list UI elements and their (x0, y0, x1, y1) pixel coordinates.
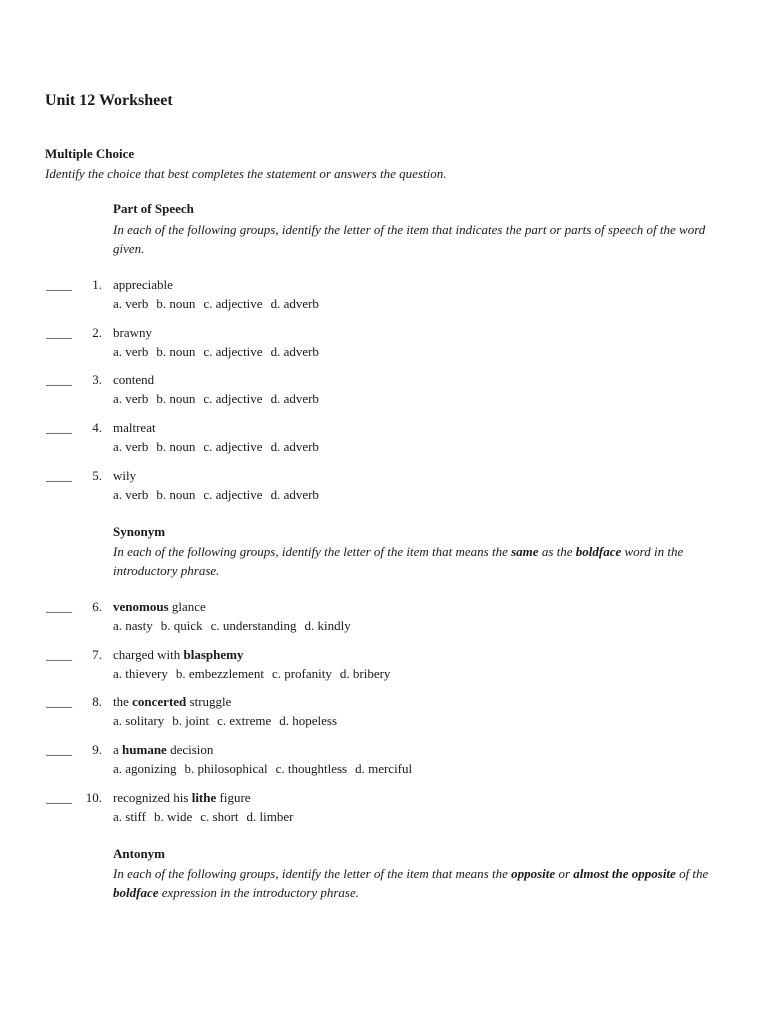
answer-choice: c. thoughtless (275, 761, 348, 776)
boldface-term: lithe (191, 790, 217, 805)
question-number: 3. (92, 372, 102, 387)
answer-choice: a. stiff (113, 809, 146, 824)
answer-choice: a. nasty (113, 618, 153, 633)
group-heading: Antonym (113, 846, 166, 861)
text-run: appreciable (113, 277, 173, 292)
answer-choices (113, 618, 359, 634)
answer-choice: b. noun (156, 487, 196, 502)
section-heading: Multiple Choice (45, 146, 135, 161)
answer-choices (113, 296, 327, 312)
question-number: 1. (92, 277, 102, 292)
text-run: the (113, 694, 133, 709)
answer-choice: d. hopeless (279, 713, 338, 728)
question-stem (113, 647, 244, 663)
text-run: struggle (186, 694, 232, 709)
boldface-term: venomous (113, 599, 169, 614)
group-instruction (113, 220, 725, 258)
question-number: 5. (92, 468, 102, 483)
answer-choice: b. philosophical (184, 761, 268, 776)
boldface-term: boldface (113, 885, 159, 900)
question-stem (113, 742, 213, 758)
text-run: word in the introductory phrase. (113, 544, 684, 578)
answer-blank[interactable]: ____ (46, 742, 72, 757)
answer-choices (113, 439, 327, 455)
answer-choice: c. extreme (217, 713, 272, 728)
answer-choice: d. adverb (270, 487, 319, 502)
answer-blank[interactable]: ____ (46, 277, 72, 292)
group-instruction (113, 542, 725, 580)
worksheet-title: Unit 12 Worksheet (45, 92, 173, 109)
answer-choice: a. solitary (113, 713, 165, 728)
question-number: 4. (92, 420, 102, 435)
answer-choice: a. verb (113, 391, 149, 406)
question-stem (113, 277, 173, 293)
question-number: 9. (92, 742, 102, 757)
text-run: or (555, 866, 574, 881)
group-heading: Synonym (113, 524, 166, 539)
text-run: of the (675, 866, 709, 881)
answer-choice: d. adverb (270, 344, 319, 359)
text-run: In each of the following groups, identify the letter of the item that means the (113, 544, 512, 559)
text-run: wily (113, 468, 137, 483)
answer-choice: b. noun (156, 439, 196, 454)
text-run: expression in the introductory phrase. (158, 885, 359, 900)
group-instruction (113, 864, 725, 902)
answer-choices (113, 713, 345, 729)
answer-choices (113, 666, 398, 682)
text-run: In each of the following groups, identify the letter of the item that indicates the part or parts of speech of the word given. (113, 222, 706, 256)
question-number: 6. (92, 599, 102, 614)
answer-choices (113, 809, 301, 825)
answer-choice: b. quick (160, 618, 203, 633)
boldface-term: almost the opposite (573, 866, 676, 881)
text-run: glance (168, 599, 206, 614)
answer-choice: b. noun (156, 344, 196, 359)
text-run: a (113, 742, 123, 757)
answer-choice: c. adjective (203, 344, 263, 359)
text-run: as the (538, 544, 576, 559)
answer-blank[interactable]: ____ (46, 325, 72, 340)
answer-choice: d. merciful (355, 761, 413, 776)
question-stem (113, 468, 136, 484)
answer-choice: b. embezzlement (175, 666, 264, 681)
text-run: charged with (113, 647, 184, 662)
answer-choices (113, 391, 327, 407)
question-number: 7. (92, 647, 102, 662)
question-number: 8. (92, 694, 102, 709)
boldface-term: humane (122, 742, 167, 757)
answer-choice: b. wide (153, 809, 193, 824)
answer-choice: d. adverb (270, 439, 319, 454)
answer-choice: d. limber (246, 809, 294, 824)
boldface-term: opposite (511, 866, 556, 881)
answer-choice: a. verb (113, 344, 149, 359)
boldface-term: boldface (575, 544, 622, 559)
text-run: In each of the following groups, identify the letter of the item that means the (113, 866, 512, 881)
answer-choice: d. bribery (339, 666, 391, 681)
answer-choice: a. verb (113, 439, 149, 454)
answer-choices (113, 761, 420, 777)
question-stem (113, 325, 152, 341)
answer-choices (113, 487, 327, 503)
answer-choice: c. adjective (203, 487, 263, 502)
answer-choice: b. joint (172, 713, 210, 728)
question-number: 10. (85, 790, 102, 805)
answer-choice: b. noun (156, 296, 196, 311)
section-instruction: Identify the choice that best completes the statement or answers the question. (45, 166, 447, 181)
answer-choice: c. adjective (203, 439, 263, 454)
question-number: 2. (92, 325, 102, 340)
question-stem (113, 790, 251, 806)
boldface-term: same (511, 544, 539, 559)
question-stem (113, 372, 154, 388)
boldface-term: blasphemy (183, 647, 244, 662)
answer-blank[interactable]: ____ (46, 647, 72, 662)
boldface-term: concerted (132, 694, 187, 709)
answer-choice: a. verb (113, 296, 149, 311)
text-run: brawny (113, 325, 152, 340)
answer-choice: d. adverb (270, 391, 319, 406)
answer-choice: d. adverb (270, 296, 319, 311)
text-run: maltreat (113, 420, 156, 435)
question-stem (113, 420, 156, 436)
question-stem (113, 694, 231, 710)
answer-choice: c. adjective (203, 391, 263, 406)
answer-choice: c. understanding (210, 618, 297, 633)
answer-choice: c. adjective (203, 296, 263, 311)
answer-blank[interactable]: ____ (46, 790, 72, 805)
answer-choice: a. agonizing (113, 761, 177, 776)
answer-choice: c. profanity (271, 666, 332, 681)
text-run: decision (166, 742, 214, 757)
answer-choice: b. noun (156, 391, 196, 406)
answer-blank[interactable]: ____ (46, 468, 72, 483)
answer-blank[interactable]: ____ (46, 694, 72, 709)
text-run: figure (216, 790, 251, 805)
answer-blank[interactable]: ____ (46, 420, 72, 435)
answer-choice: d. kindly (304, 618, 351, 633)
answer-choice: a. verb (113, 487, 149, 502)
answer-choice: a. thievery (113, 666, 168, 681)
answer-blank[interactable]: ____ (46, 599, 72, 614)
answer-blank[interactable]: ____ (46, 372, 72, 387)
question-stem (113, 599, 206, 615)
text-run: recognized his (113, 790, 192, 805)
answer-choices (113, 344, 327, 360)
answer-choice: c. short (200, 809, 239, 824)
text-run: contend (113, 372, 155, 387)
group-heading: Part of Speech (113, 201, 194, 216)
